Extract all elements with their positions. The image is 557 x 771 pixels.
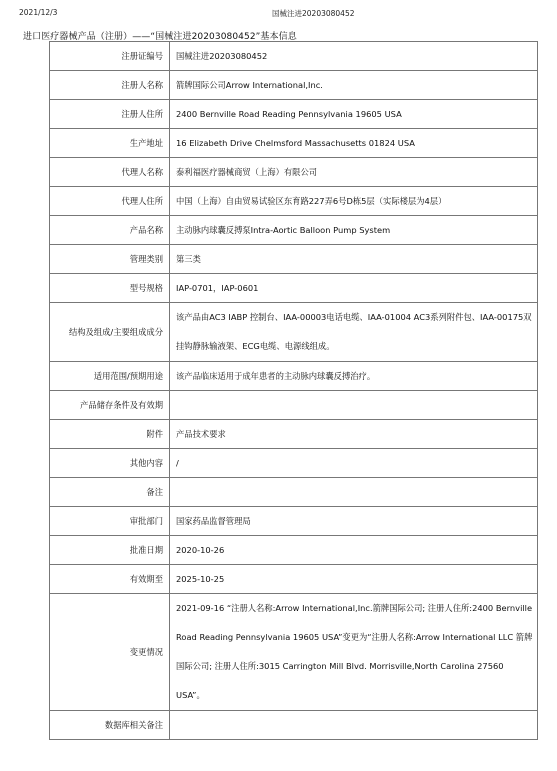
row-value: 主动脉内球囊反搏泵Intra-Aortic Balloon Pump System bbox=[170, 216, 538, 245]
row-value: 泰利福医疗器械商贸（上海）有限公司 bbox=[170, 158, 538, 187]
table-row bbox=[50, 158, 538, 187]
table-row bbox=[50, 478, 538, 507]
row-label: 备注 bbox=[50, 478, 170, 507]
row-value: 产品技术要求 bbox=[170, 420, 538, 449]
table-row bbox=[50, 449, 538, 478]
row-value bbox=[170, 711, 538, 740]
row-label: 变更情况 bbox=[50, 594, 170, 711]
row-value: 箭牌国际公司Arrow International,Inc. bbox=[170, 71, 538, 100]
row-value: 2021-09-16 “注册人名称:Arrow International,Inc.箭牌国际公司; 注册人住所:2400 Bernville Road Reading Pennsylvania 19605 USA”变更为“注册人名称:Arrow International LLC 箭牌国际公司; 注册人住所:3015 Carrington Mill Blvd. Morrisville,North Carolina 27560 USA”。 bbox=[170, 594, 538, 711]
row-value: 第三类 bbox=[170, 245, 538, 274]
table-row bbox=[50, 507, 538, 536]
row-label: 审批部门 bbox=[50, 507, 170, 536]
table-row bbox=[50, 303, 538, 362]
table-row bbox=[50, 711, 538, 740]
row-value: 2025-10-25 bbox=[170, 565, 538, 594]
row-label: 适用范围/预期用途 bbox=[50, 362, 170, 391]
row-label: 注册人名称 bbox=[50, 71, 170, 100]
row-label: 数据库相关备注 bbox=[50, 711, 170, 740]
row-label: 附件 bbox=[50, 420, 170, 449]
row-label: 批准日期 bbox=[50, 536, 170, 565]
table-row bbox=[50, 100, 538, 129]
row-label: 结构及组成/主要组成成分 bbox=[50, 303, 170, 362]
table-row bbox=[50, 594, 538, 711]
table-row bbox=[50, 391, 538, 420]
row-value: 2400 Bernville Road Reading Pennsylvania 19605 USA bbox=[170, 100, 538, 129]
table-row bbox=[50, 187, 538, 216]
row-value: 该产品由AC3 IABP 控制台、IAA-00003电话电缆、IAA-01004 AC3系列附件包、IAA-00175双挂钩静脉输液架、ECG电缆、电源线组成。 bbox=[170, 303, 538, 362]
row-value: / bbox=[170, 449, 538, 478]
table-row bbox=[50, 274, 538, 303]
table-row bbox=[50, 245, 538, 274]
row-value: 16 Elizabeth Drive Chelmsford Massachusetts 01824 USA bbox=[170, 129, 538, 158]
row-label: 注册证编号 bbox=[50, 42, 170, 71]
row-label: 有效期至 bbox=[50, 565, 170, 594]
row-value: 该产品临床适用于成年患者的主动脉内球囊反搏治疗。 bbox=[170, 362, 538, 391]
document-title: 进口医疗器械产品（注册）——“国械注进20203080452”基本信息 bbox=[23, 32, 297, 42]
row-value: IAP-0701，IAP-0601 bbox=[170, 274, 538, 303]
row-value: 国械注进20203080452 bbox=[170, 42, 538, 71]
row-value: 2020-10-26 bbox=[170, 536, 538, 565]
info-table bbox=[49, 41, 538, 740]
print-header bbox=[0, 8, 557, 22]
row-value: 国家药品监督管理局 bbox=[170, 507, 538, 536]
row-label: 注册人住所 bbox=[50, 100, 170, 129]
table-row bbox=[50, 42, 538, 71]
table-row bbox=[50, 216, 538, 245]
row-value: 中国（上海）自由贸易试验区东育路227弄6号D栋5层（实际楼层为4层） bbox=[170, 187, 538, 216]
table-row bbox=[50, 362, 538, 391]
row-label: 生产地址 bbox=[50, 129, 170, 158]
row-value bbox=[170, 391, 538, 420]
row-label: 代理人名称 bbox=[50, 158, 170, 187]
print-date: 2021/12/3 bbox=[19, 8, 58, 17]
row-label: 管理类别 bbox=[50, 245, 170, 274]
row-label: 产品储存条件及有效期 bbox=[50, 391, 170, 420]
row-label: 型号规格 bbox=[50, 274, 170, 303]
row-label: 代理人住所 bbox=[50, 187, 170, 216]
row-value bbox=[170, 478, 538, 507]
table-row bbox=[50, 420, 538, 449]
table-row bbox=[50, 71, 538, 100]
row-label: 产品名称 bbox=[50, 216, 170, 245]
table-row bbox=[50, 536, 538, 565]
table-row bbox=[50, 565, 538, 594]
row-label: 其他内容 bbox=[50, 449, 170, 478]
print-title: 国械注进20203080452 bbox=[272, 9, 355, 18]
table-row bbox=[50, 129, 538, 158]
